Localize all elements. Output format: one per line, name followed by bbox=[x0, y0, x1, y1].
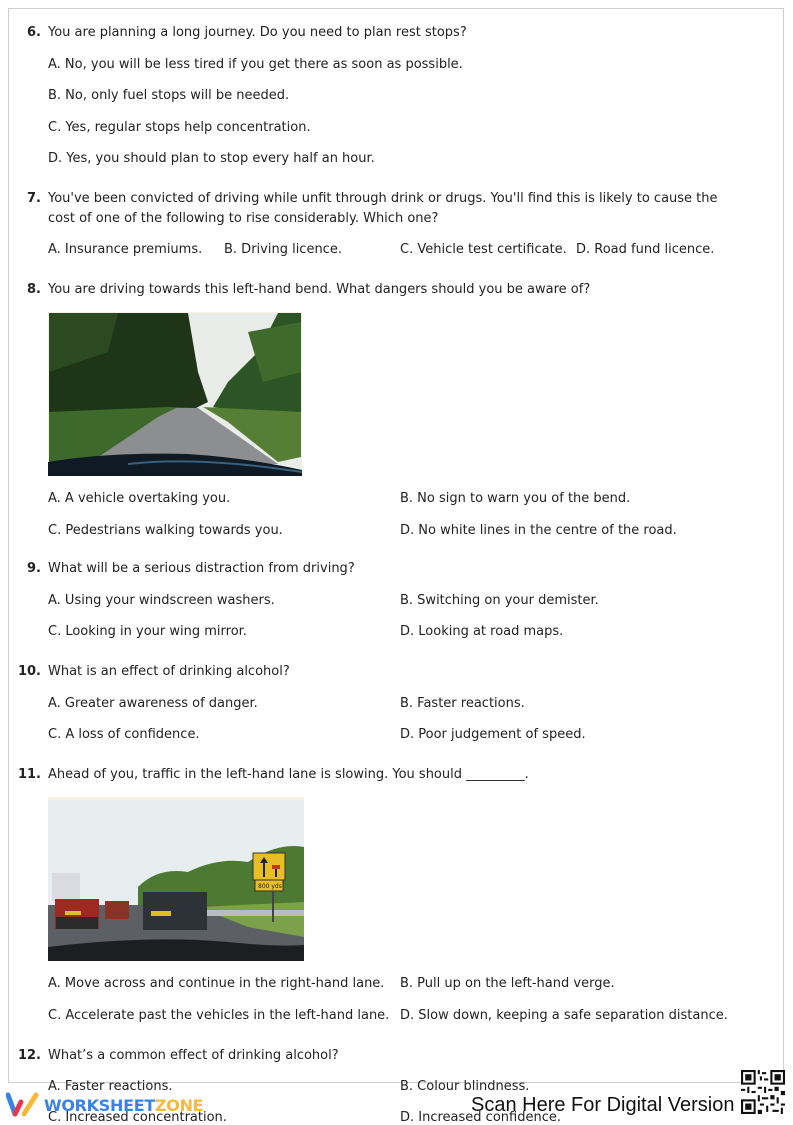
option-a[interactable]: A. Faster reactions. bbox=[48, 1079, 173, 1094]
option-c[interactable]: C. Vehicle test certificate. bbox=[400, 242, 567, 257]
question-text: You are driving towards this left-hand bend. What dangers should you be aware of? bbox=[48, 282, 591, 297]
option-c[interactable]: C. Increased concentration. bbox=[48, 1110, 227, 1125]
option-b[interactable]: B. Switching on your demister. bbox=[400, 593, 599, 608]
scan-label: Scan Here For Digital Version bbox=[471, 1094, 735, 1116]
option-a[interactable]: A. A vehicle overtaking you. bbox=[48, 491, 231, 506]
option-b[interactable]: B. Driving licence. bbox=[224, 242, 342, 257]
question-text: What is an effect of drinking alcohol? bbox=[48, 664, 290, 679]
option-d[interactable]: D. No white lines in the centre of the road. bbox=[400, 523, 677, 538]
question-number: 12. bbox=[17, 1048, 41, 1063]
option-b[interactable]: B. Pull up on the left-hand verge. bbox=[400, 976, 615, 991]
option-d[interactable]: D. Road fund licence. bbox=[576, 242, 715, 257]
qr-code-icon[interactable] bbox=[741, 1070, 785, 1114]
option-a[interactable]: A. Move across and continue in the right-hand lane. bbox=[48, 976, 385, 991]
option-c[interactable]: C. Looking in your wing mirror. bbox=[48, 624, 247, 639]
question-text: What’s a common effect of drinking alcohol? bbox=[48, 1048, 339, 1063]
option-b[interactable]: B. No sign to warn you of the bend. bbox=[400, 491, 631, 506]
question-number: 9. bbox=[27, 561, 41, 576]
question-number: 7. bbox=[27, 191, 41, 206]
option-b[interactable]: B. Colour blindness. bbox=[400, 1079, 530, 1094]
option-a[interactable]: A. Insurance premiums. bbox=[48, 242, 203, 257]
worksheet-zone-mark-icon bbox=[6, 1092, 40, 1118]
question-text: You are planning a long journey. Do you need to plan rest stops? bbox=[48, 25, 467, 40]
option-c[interactable]: C. Yes, regular stops help concentration. bbox=[48, 120, 311, 135]
option-c[interactable]: C. Accelerate past the vehicles in the left-hand lane. bbox=[48, 1008, 390, 1023]
option-c[interactable]: C. A loss of confidence. bbox=[48, 727, 200, 742]
dual-carriageway-lane-closure-image bbox=[48, 797, 304, 961]
option-b[interactable]: B. Faster reactions. bbox=[400, 696, 525, 711]
brand-name: WORKSHEETZONE bbox=[44, 1095, 204, 1115]
question-number: 8. bbox=[27, 282, 41, 297]
question-text: Ahead of you, traffic in the left-hand lane is slowing. You should _________. bbox=[48, 767, 529, 782]
option-a[interactable]: A. Using your windscreen washers. bbox=[48, 593, 275, 608]
option-a[interactable]: A. Greater awareness of danger. bbox=[48, 696, 258, 711]
question-number: 10. bbox=[17, 664, 41, 679]
option-a[interactable]: A. No, you will be less tired if you get there as soon as possible. bbox=[48, 57, 463, 72]
question-text: What will be a serious distraction from driving? bbox=[48, 561, 355, 576]
option-d[interactable]: D. Slow down, keeping a safe separation distance. bbox=[400, 1008, 728, 1023]
question-number: 11. bbox=[17, 767, 41, 782]
option-b[interactable]: B. No, only fuel stops will be needed. bbox=[48, 88, 290, 103]
country-road-bend-image bbox=[48, 312, 302, 476]
question-number: 6. bbox=[27, 25, 41, 40]
worksheet-zone-logo[interactable] bbox=[6, 1092, 203, 1118]
option-d[interactable]: D. Looking at road maps. bbox=[400, 624, 564, 639]
option-d[interactable]: D. Increased confidence. bbox=[400, 1110, 561, 1125]
svg-text:800 yds: 800 yds bbox=[258, 883, 282, 890]
option-d[interactable]: D. Yes, you should plan to stop every half an hour. bbox=[48, 151, 375, 166]
option-c[interactable]: C. Pedestrians walking towards you. bbox=[48, 523, 283, 538]
question-text: You've been convicted of driving while unfit through drink or drugs. You'll find this is likely to cause the cost of one of the following to rise considerably. Which one? bbox=[48, 191, 718, 226]
option-d[interactable]: D. Poor judgement of speed. bbox=[400, 727, 586, 742]
